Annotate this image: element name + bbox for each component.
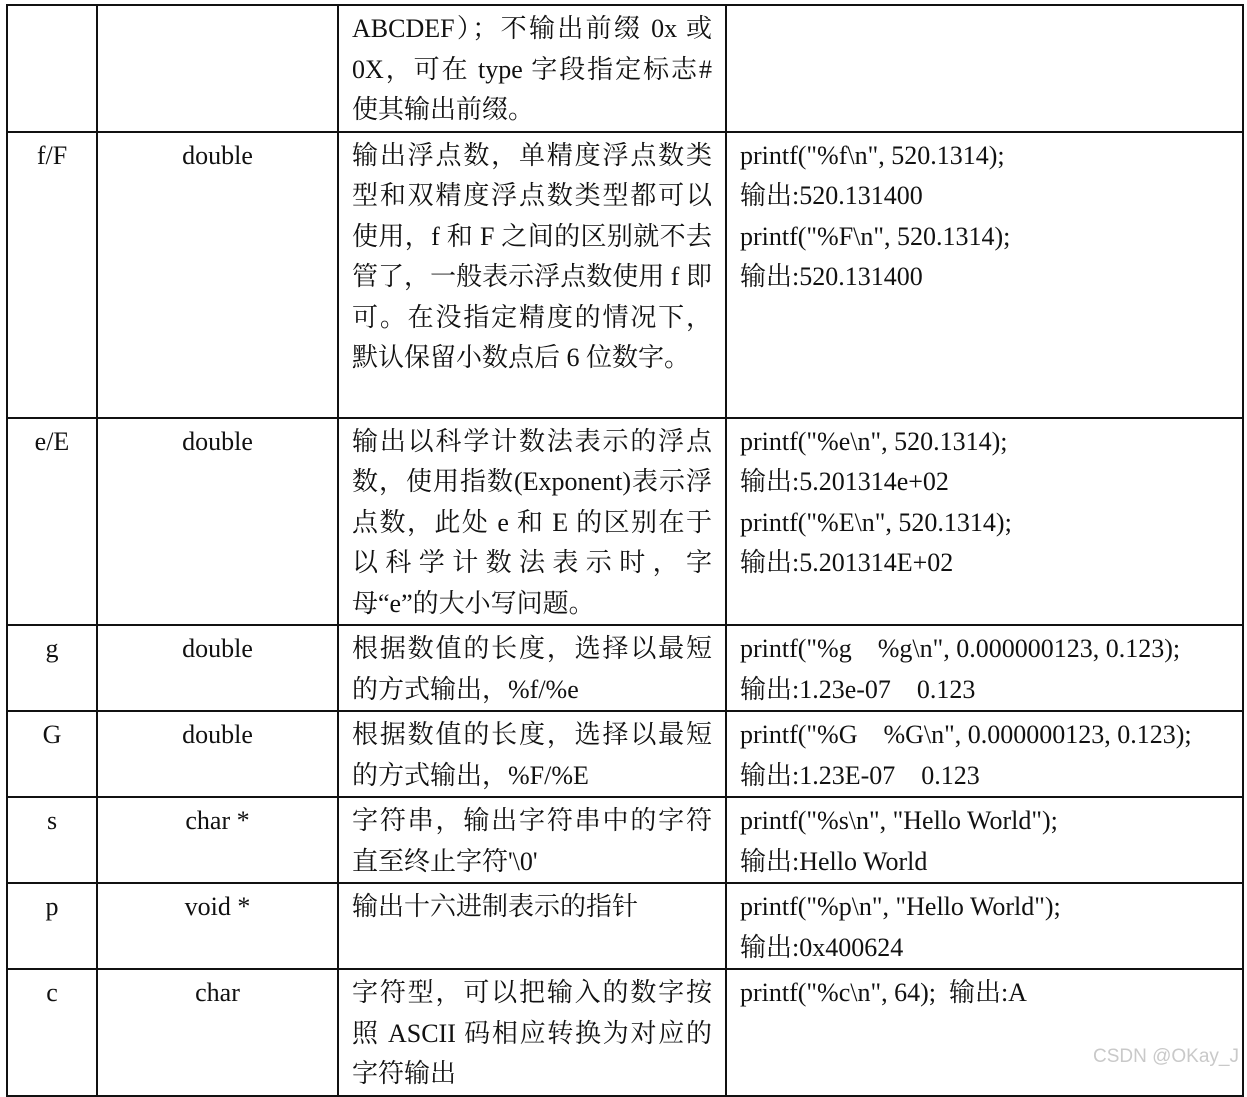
specifier-cell: G (7, 711, 97, 797)
example-line: printf("%c\n", 64); 输出:A (740, 978, 1027, 1007)
type-cell (97, 5, 338, 132)
description-cell: 字符型，可以把输入的数字按照 ASCII 码相应转换为对应的字符输出 (338, 969, 726, 1096)
example-line: printf("%e\n", 520.1314); (740, 426, 1008, 456)
example-line: 输出:520.131400 (740, 262, 923, 291)
specifier-cell (7, 5, 97, 132)
example-line: printf("%F\n", 520.1314); (740, 221, 1011, 251)
description-cell: 输出浮点数，单精度浮点数类型和双精度浮点数类型都可以使用，f 和 F 之间的区别就不去管了，一般表示浮点数使用 f 即可。在没指定精度的情况下，默认保留小数点后 6 位数字。 (338, 132, 726, 418)
example-line: printf("%p\n", "Hello World"); (740, 892, 1061, 921)
table-row (7, 625, 1243, 711)
example-cell (726, 5, 1243, 132)
example-cell (726, 418, 1243, 626)
description-cell: ABCDEF）；不输出前缀 0x 或 0X，可在 type 字段指定标志#使其输出前缀。 (338, 5, 726, 132)
example-cell (726, 969, 1243, 1096)
example-line: printf("%s\n", "Hello World"); (740, 806, 1058, 835)
example-line: 输出:1.23E-07 0.123 (740, 760, 980, 790)
type-cell: double (97, 625, 338, 711)
example-cell (726, 883, 1243, 969)
description-cell: 根据数值的长度，选择以最短的方式输出，%f/%e (338, 625, 726, 711)
type-cell: char (97, 969, 338, 1096)
example-line: 输出:1.23e-07 0.123 (740, 674, 976, 704)
specifier-cell: s (7, 797, 97, 883)
example-cell (726, 797, 1243, 883)
table-row (7, 711, 1243, 797)
description-cell: 根据数值的长度，选择以最短的方式输出，%F/%E (338, 711, 726, 797)
specifier-cell: e/E (7, 418, 97, 626)
specifier-cell: p (7, 883, 97, 969)
example-cell (726, 132, 1243, 418)
example-cell (726, 711, 1243, 797)
table-row (7, 418, 1243, 626)
description-cell: 输出以科学计数法表示的浮点数，使用指数(Exponent)表示浮点数，此处 e 和 E 的区别在于以科学计数法表示时，字母“e”的大小写问题。 (338, 418, 726, 626)
example-line: 输出:5.201314e+02 (740, 467, 949, 496)
description-cell: 输出十六进制表示的指针 (338, 883, 726, 969)
specifier-cell: f/F (7, 132, 97, 418)
description-cell: 字符串，输出字符串中的字符直至终止字符'\0' (338, 797, 726, 883)
type-cell: double (97, 132, 338, 418)
table-row (7, 883, 1243, 969)
example-line: printf("%E\n", 520.1314); (740, 507, 1012, 537)
type-cell: char * (97, 797, 338, 883)
example-line: 输出:5.201314E+02 (740, 548, 954, 577)
type-cell: double (97, 418, 338, 626)
example-line: 输出:Hello World (740, 846, 928, 876)
example-cell (726, 625, 1243, 711)
specifier-cell: g (7, 625, 97, 711)
type-cell: void * (97, 883, 338, 969)
table-row (7, 5, 1243, 132)
specifier-cell: c (7, 969, 97, 1096)
example-line: printf("%g %g\n", 0.000000123, 0.123); (740, 634, 1181, 663)
table-row (7, 969, 1243, 1096)
example-line: printf("%G %G\n", 0.000000123, 0.123); (740, 720, 1192, 749)
format-specifier-table (6, 4, 1244, 1097)
table-row (7, 132, 1243, 418)
type-cell: double (97, 711, 338, 797)
csdn-watermark: CSDN @OKay_J (1093, 1046, 1239, 1067)
example-line: 输出:520.131400 (740, 181, 923, 210)
example-line: 输出:0x400624 (740, 932, 904, 962)
table-row (7, 797, 1243, 883)
example-line: printf("%f\n", 520.1314); (740, 140, 1005, 170)
